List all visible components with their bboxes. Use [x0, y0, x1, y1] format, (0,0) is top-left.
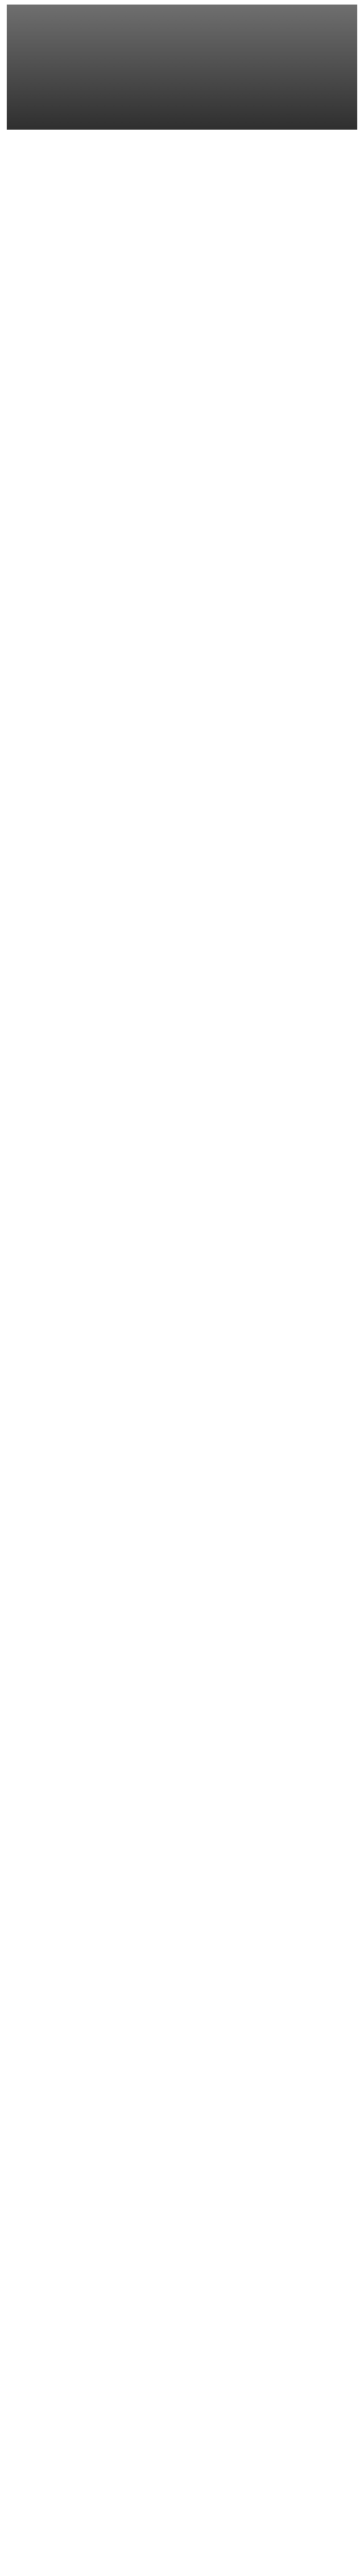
section-8	[7, 2189, 357, 2570]
section-4	[7, 1177, 357, 1393]
top-photo	[7, 5, 357, 130]
section-7	[7, 1842, 357, 2184]
section-5	[7, 1399, 357, 1615]
section-2	[7, 734, 357, 950]
intro-paragraph	[7, 134, 357, 475]
section-6	[7, 1621, 357, 1837]
section-3	[7, 955, 357, 1171]
section-1	[7, 512, 357, 728]
